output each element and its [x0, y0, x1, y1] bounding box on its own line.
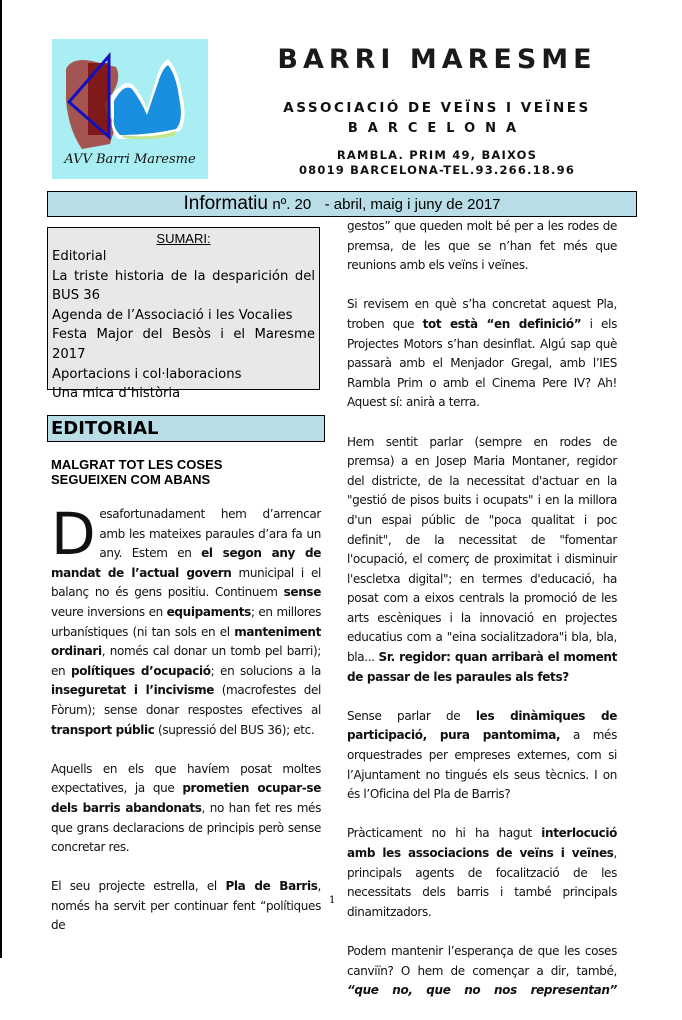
masthead-title: BARRI MARESME [277, 44, 597, 75]
text-run: ; en millores urbanístiques (ni tan sols en el [51, 604, 321, 639]
bold-run: tot està “en definició” [422, 316, 582, 331]
page-number: 1 [329, 895, 336, 906]
text-run: Hem sentit parlar (sempre en rodes de premsa) a en Josep Maria Montaner, regidor del districte, de la necessitat d'actuar en la "gestió de pisos buits i ocupats" i en la millora d'un espai públic de "poca qualitat i poc definit", de la necessitat de "fomentar l'ocupació, el comerç de proximitat i disminuir l'escletxa digital"; en termes d'educació, ha posat com a eixos centrals la promoció de les arts escèniques i la innovació en projectes educatius com a "eina socialitzadora"i bla, bla, bla... [347, 434, 617, 665]
paragraph [347, 824, 617, 922]
bold-italic-quote: “que no, que no nos representan” [347, 983, 617, 998]
toc-item: Festa Major del Besòs i el Maresme 2017 [52, 327, 315, 362]
text-run: , només cal donar un tomb pel barri); en [51, 644, 321, 678]
text-run: , només ha servit per continuar fent “polítiques de [51, 879, 321, 933]
headline-line: MALGRAT TOT LES COSES [51, 457, 223, 472]
text-run: (supressió del BUS 36); etc. [154, 722, 315, 737]
association-logo [52, 39, 208, 179]
text-run: (macrofestes del Fòrum); sense donar respostes efectives al [51, 683, 321, 717]
toc-item: La triste historia de la desparición del BUS 36 [52, 268, 315, 304]
text-run: Podem mantenir l’esperança de que les coses canviïn? O hem de començar a dir, també, [347, 943, 617, 978]
bold-run: sense [283, 585, 321, 600]
text-run: gestos” que queden molt bé per a les rodes de premsa, de les que se n’han fet més que reunions amb els veïns i veïnes. [347, 219, 617, 273]
drop-cap: D [51, 500, 96, 568]
issue-banner [47, 191, 637, 217]
logo-caption: AVV Barri Maresme [64, 152, 196, 167]
text-run: Sense parlar de [347, 708, 476, 723]
bold-run: inseguretat i l’incivisme [51, 683, 215, 698]
text-run: El seu projecte estrella, el [51, 879, 226, 894]
text-run: , principals agents de focalització de les necessitats dels barris i també principals dinamitzadors. [347, 846, 617, 919]
headline-line: SEGUEIXEN COM ABANS [51, 472, 211, 487]
article-column-left [51, 500, 322, 956]
bold-run: interlocució amb les associacions de veïns i veïnes [347, 826, 617, 860]
issue-number: nº. 20 [272, 196, 312, 213]
text-run: ; en solucions a la [210, 663, 321, 678]
bold-run: Sr. regidor: quan arribarà el moment de passar de les paraules als fets? [347, 650, 618, 684]
bold-run: Pla de Barris [225, 879, 318, 894]
paragraph [347, 295, 617, 413]
masthead-address: RAMBLA. PRIM 49, BAIXOS [336, 148, 538, 162]
bold-run: transport públic [51, 722, 155, 737]
text-run: esafortunadament hem d’arrencar amb les mateixes paraules d’ara fa un any. Estem en [99, 507, 321, 561]
page-left-border [0, 0, 2, 958]
text-run: veure inversions en [51, 604, 167, 619]
paragraph [347, 707, 617, 805]
toc-item: Una mica d’història [52, 386, 181, 402]
issue-dates: - abril, maig i juny de 2017 [324, 196, 501, 213]
text-run: a més orquestrades per empreses externes, com si l’Ajuntament no tingués els seus tècnics. I on és l’Oficina del Pla de Barris? [347, 728, 617, 802]
bold-run: manteniment ordinari [51, 624, 321, 659]
text-run: i els Projectes Motors s’han desinflat. Algú sap què passarà amb el Menjador Gregal, amb l’IES Rambla Prim o amb el Cinema Pere IV? Ah! Aquest sí: anirà a terra. [347, 316, 617, 410]
masthead-association: ASSOCIACIÓ DE VEÏNS I VEÏNES [283, 100, 591, 116]
article-headline [51, 457, 321, 487]
toc-item: Agenda de l’Associació i les Vocalies [52, 307, 293, 323]
masthead-city: BARCELONA [347, 121, 527, 136]
text-run: Aquells en els que havíem posat moltes expectatives, ja que [51, 761, 321, 796]
section-title: EDITORIAL [47, 415, 325, 442]
paragraph [51, 760, 321, 858]
bold-run: equipaments [166, 604, 251, 619]
bold-run: prometien ocupar-se dels barris abandonats [51, 781, 321, 815]
toc-item: Editorial [52, 249, 107, 264]
table-of-contents [47, 227, 320, 402]
article-column-right [347, 217, 617, 1020]
bold-run: el segon any de mandat de l’actual govern [51, 546, 322, 580]
bold-run: les dinàmiques de participació, pura pantomima, [347, 708, 618, 743]
bold-run: polítiques d’ocupació [71, 663, 211, 678]
issue-label: Informatiu [183, 193, 268, 214]
paragraph [347, 217, 617, 276]
paragraph [347, 942, 617, 1001]
paragraph [51, 877, 321, 936]
paragraph [347, 433, 617, 688]
paragraph [51, 500, 322, 740]
text-run: Si revisem en què s’ha concretat aquest Pla, troben que [347, 297, 617, 331]
masthead-phone: 08019 BARCELONA-TEL.93.266.18.96 [298, 163, 576, 177]
text-run: Pràcticament no hi ha hagut [347, 826, 542, 841]
text-run: , no han fet res més que grans declaracions de principis però sense concretar res. [51, 800, 321, 855]
toc-item: Aportacions i col·laboracions [52, 366, 242, 382]
text-run: municipal i el balanç no és gens positiu. Continuem [51, 565, 321, 600]
toc-title: SUMARI: [156, 231, 211, 246]
